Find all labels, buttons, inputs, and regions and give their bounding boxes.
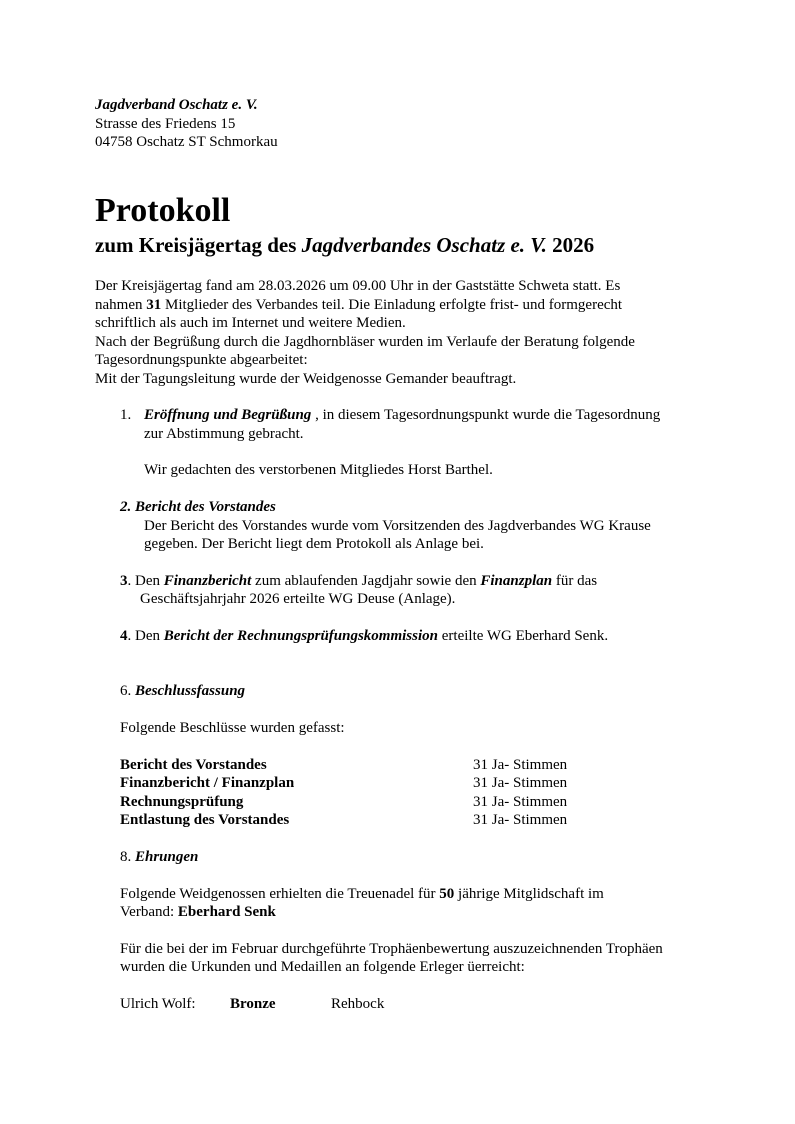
resolution-votes: 31 Ja- Stimmen: [473, 794, 568, 810]
intro-line-4: Nach der Begrüßung durch die Jagdhornbläser wurden im Verlaufe der Beratung folgende: [95, 334, 635, 350]
item-8-heading: [120, 848, 198, 866]
intro-line-2: [95, 296, 622, 314]
item-6-sep: .: [127, 683, 135, 699]
honors-years: 50: [439, 886, 455, 902]
item-8-number: 8.: [120, 849, 135, 865]
item-3-number: 3: [120, 573, 128, 589]
page-title: Protokoll: [95, 192, 231, 229]
honors-text: Folgende Weidgenossen erhielten die Treuenadel für: [120, 886, 440, 902]
item-1-number: 1.: [120, 407, 132, 423]
subtitle-org: Jagdverbandes Oschatz e. V.: [301, 233, 547, 257]
resolution-votes: 31 Ja- Stimmen: [473, 757, 568, 773]
item-3-line-1: [120, 572, 597, 590]
item-4-number: 4: [120, 628, 128, 644]
member-count: 31: [146, 297, 162, 313]
resolution-label: Bericht des Vorstandes: [120, 757, 267, 773]
item-4-line: [120, 627, 608, 645]
item-3-finanzbericht: Finanzbericht: [163, 573, 252, 589]
item-1-text: , in diesem Tagesordnungspunkt wurde die Tagesordnung: [311, 407, 661, 423]
org-street: Strasse des Friedens 15: [95, 116, 236, 132]
intro-text: nahmen: [95, 297, 147, 313]
intro-line-3: schriftlich als auch im Internet und weitere Medien.: [95, 315, 406, 331]
resolution-label: Rechnungsprüfung: [120, 794, 244, 810]
item-3-text: zum ablaufenden Jagdjahr sowie den: [251, 573, 481, 589]
intro-line-5: Tagesordnungspunkte abgearbeitet:: [95, 352, 308, 368]
honors-text: jährige Mitglidschaft im: [454, 886, 604, 902]
item-4-text: erteilte WG Eberhard Senk.: [438, 628, 609, 644]
item-4-text: . Den: [127, 628, 164, 644]
item-3-finanzplan: Finanzplan: [480, 573, 553, 589]
item-1-line-3: Wir gedachten des verstorbenen Mitgliedes Horst Barthel.: [144, 462, 493, 478]
org-city: 04758 Oschatz ST Schmorkau: [95, 134, 278, 150]
subtitle-prefix: zum Kreisjägertag des: [95, 233, 302, 257]
item-3-line-2: Geschäftsjahrjahr 2026 erteilte WG Deuse (Anlage).: [140, 591, 456, 607]
intro-text: Mitglieder des Verbandes teil. Die Einladung erfolgte frist- und formgerecht: [161, 297, 623, 313]
item-1-line-1: [144, 406, 660, 424]
honoree-name: Eberhard Senk: [177, 904, 276, 920]
item-2-line-2: gegeben. Der Bericht liegt dem Protokoll als Anlage bei.: [144, 536, 484, 552]
trophy-line-2: wurden die Urkunden und Medaillen an folgende Erleger üerreicht:: [120, 959, 525, 975]
item-2-title: 2. Bericht des Vorstandes: [120, 499, 276, 515]
resolution-label: Entlastung des Vorstandes: [120, 812, 290, 828]
org-name: Jagdverband Oschatz e. V.: [95, 97, 258, 113]
item-6-text: Folgende Beschlüsse wurden gefasst:: [120, 720, 345, 736]
resolution-votes: 31 Ja- Stimmen: [473, 775, 568, 791]
page-subtitle: [95, 232, 594, 258]
subtitle-year: 2026: [546, 233, 595, 257]
item-1-line-2: zur Abstimmung gebracht.: [144, 426, 304, 442]
resolution-votes: 31 Ja- Stimmen: [473, 812, 568, 828]
honors-verband-label: Verband:: [120, 904, 178, 920]
item-6-heading: [120, 682, 245, 700]
award-animal: Rehbock: [331, 996, 385, 1012]
item-2-line-1: Der Bericht des Vorstandes wurde vom Vorsitzenden des Jagdverbandes WG Krause: [144, 518, 651, 534]
intro-line-1: Der Kreisjägertag fand am 28.03.2026 um 09.00 Uhr in der Gaststätte Schweta statt. Es: [95, 278, 621, 294]
award-recipient: Ulrich Wolf:: [120, 996, 196, 1012]
item-6-number: 6: [120, 683, 128, 699]
item-6-title: Beschlussfassung: [135, 683, 246, 699]
resolution-label: Finanzbericht / Finanzplan: [120, 775, 295, 791]
item-3-text: für das: [552, 573, 598, 589]
intro-line-6: Mit der Tagungsleitung wurde der Weidgenosse Gemander beauftragt.: [95, 371, 517, 387]
item-3-text: . Den: [127, 573, 164, 589]
trophy-line-1: Für die bei der im Februar durchgeführte Trophäenbewertung auszuzeichnenden Trophäen: [120, 941, 663, 957]
honors-line-2: [120, 903, 276, 921]
item-4-title: Bericht der Rechnungsprüfungskommission: [163, 628, 438, 644]
honors-line-1: [120, 885, 604, 903]
item-1-title: Eröffnung und Begrüßung: [144, 407, 312, 423]
award-medal: Bronze: [230, 996, 276, 1012]
item-8-title: Ehrungen: [135, 849, 199, 865]
